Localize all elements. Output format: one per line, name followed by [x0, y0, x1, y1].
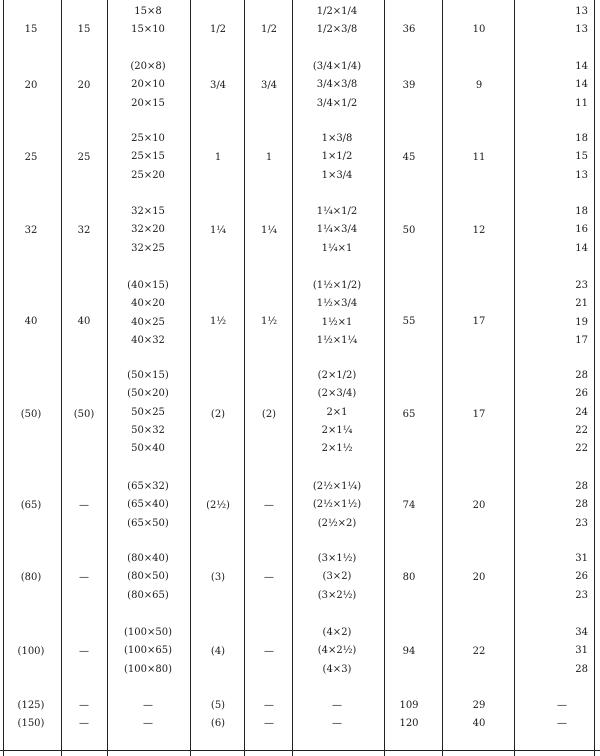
reducer-size-mm: 50×25 [131, 406, 165, 418]
reducer-size-in: (4×3) [322, 663, 352, 675]
nominal-size-mm-alt: 15 [77, 24, 91, 35]
column-rule [384, 0, 385, 756]
dimension-value: 21 [575, 298, 588, 310]
reducer-size-in: 2×1½ [321, 443, 353, 455]
nominal-size-in-alt: — [264, 700, 274, 711]
reducer-size-in: 1×3/4 [321, 169, 353, 181]
dimension-value: 23 [575, 517, 588, 529]
reducer-size-in: (2½×1¼) [312, 481, 362, 492]
column-rule [190, 0, 191, 756]
nominal-size-in-alt: 1 [265, 152, 273, 163]
dimension-value: 11 [472, 152, 486, 163]
reducer-size-mm: 25×10 [131, 133, 165, 144]
nominal-size-in: 1½ [209, 316, 227, 327]
nominal-size-mm: (50) [20, 409, 42, 420]
reducer-size-mm: 15×10 [131, 24, 165, 36]
nominal-size-mm-alt: 20 [77, 80, 91, 91]
reducer-size-in: 1/2×3/8 [316, 24, 358, 36]
dimension-value: 28 [575, 481, 588, 492]
reducer-size-mm: (100×50) [124, 627, 172, 638]
dimension-value: 31 [575, 553, 588, 564]
dimension-value: 17 [472, 316, 486, 327]
reducer-size-mm: (80×65) [127, 589, 169, 601]
dimension-value: 50 [402, 225, 416, 236]
reducer-size-mm: (80×40) [127, 553, 169, 564]
reducer-size-in: — [332, 718, 342, 729]
nominal-size-mm: (125) [17, 700, 45, 711]
reducer-size-mm: 40×25 [131, 316, 165, 328]
reducer-size-in: 1×1/2 [321, 151, 353, 163]
reducer-size-in: 1¼×1/2 [316, 206, 358, 217]
dimension-value: 55 [402, 316, 416, 327]
reducer-size-in: 1½×3/4 [316, 298, 358, 310]
reducer-size-mm: (80×50) [127, 571, 169, 583]
reducer-size-in: (3×1½) [317, 553, 357, 564]
dimension-value: 109 [399, 700, 419, 711]
reducer-size-mm: 20×10 [131, 79, 165, 91]
dimension-value: 16 [575, 224, 588, 236]
nominal-size-in: (2½) [206, 500, 230, 511]
reducer-size-mm: (100×80) [124, 663, 172, 675]
reducer-size-mm: 25×20 [131, 169, 165, 181]
reducer-size-in: (3×2½) [317, 589, 357, 601]
nominal-size-mm: (65) [20, 500, 42, 511]
nominal-size-mm: 32 [24, 225, 38, 236]
dimension-value: 120 [399, 718, 419, 729]
dimension-value: 22 [472, 646, 486, 657]
dimension-value: 12 [472, 225, 486, 236]
reducer-size-in: 3/4×3/8 [316, 79, 358, 91]
dimension-value: 24 [575, 406, 588, 418]
reducer-size-mm: (65×40) [127, 499, 169, 511]
nominal-size-mm: (100) [17, 646, 45, 657]
dimension-value: 9 [475, 80, 483, 91]
nominal-size-mm-alt: — [79, 500, 89, 511]
dimension-value: 18 [575, 133, 588, 144]
reducer-size-in: 1½×1 [321, 316, 353, 328]
dimension-value: 22 [575, 443, 588, 455]
reducer-size-mm: (100×65) [124, 645, 172, 657]
dimension-value: 80 [402, 572, 416, 583]
reducer-size-mm: 25×15 [131, 151, 165, 163]
nominal-size-mm: 15 [24, 24, 38, 35]
reducer-size-in: (3×2) [322, 571, 352, 583]
reducer-size-mm: 40×20 [131, 298, 165, 310]
dimension-value: 13 [575, 6, 588, 17]
dimension-value: 45 [402, 152, 416, 163]
dimension-value: 18 [575, 206, 588, 217]
dimension-value: 22 [575, 424, 588, 436]
reducer-size-mm: — [143, 700, 153, 711]
column-rule [442, 0, 443, 756]
nominal-size-in-alt: (2) [261, 409, 277, 420]
dimension-value: — [557, 700, 567, 711]
dimension-value: 40 [472, 718, 486, 729]
column-rule [292, 0, 293, 756]
nominal-size-in-alt: 1¼ [260, 225, 278, 236]
dimension-value: 14 [575, 61, 588, 72]
nominal-size-mm-alt: — [79, 646, 89, 657]
reducer-size-mm: 40×32 [131, 334, 165, 346]
nominal-size-in-alt: 3/4 [260, 80, 278, 91]
reducer-size-in: 1×3/8 [321, 133, 353, 144]
dimension-value: 15 [575, 151, 588, 163]
reducer-size-in: 1½×1¼ [316, 334, 358, 346]
reducer-size-mm: — [143, 718, 153, 729]
reducer-size-in: (1½×1/2) [312, 280, 362, 291]
nominal-size-in-alt: — [264, 646, 274, 657]
reducer-size-in: (3/4×1/4) [312, 61, 362, 72]
nominal-size-in-alt: 1½ [260, 316, 278, 327]
dimension-value: 94 [402, 646, 416, 657]
dimension-value: 65 [402, 409, 416, 420]
nominal-size-in: (3) [210, 572, 226, 583]
dimension-value: 20 [472, 500, 486, 511]
dimension-value: 26 [575, 388, 588, 400]
nominal-size-mm-alt: 25 [77, 152, 91, 163]
reducer-size-mm: 32×15 [131, 206, 165, 217]
nominal-size-mm: (150) [17, 718, 45, 729]
dimension-value: 28 [575, 663, 588, 675]
nominal-size-in-alt: — [264, 500, 274, 511]
nominal-size-in-alt: — [264, 718, 274, 729]
nominal-size-mm: 25 [24, 152, 38, 163]
nominal-size-mm: 20 [24, 80, 38, 91]
nominal-size-in-alt: 1/2 [260, 24, 278, 35]
nominal-size-mm-alt: — [79, 718, 89, 729]
nominal-size-mm-alt: 40 [77, 316, 91, 327]
nominal-size-in: (4) [210, 646, 226, 657]
nominal-size-mm-alt: (50) [73, 409, 95, 420]
column-rule [244, 0, 245, 756]
reducer-size-mm: (50×15) [127, 370, 169, 381]
reducer-size-in: (2½×2) [317, 517, 357, 529]
reducer-size-mm: (50×20) [127, 388, 169, 400]
column-rule [514, 0, 515, 756]
nominal-size-in-alt: — [264, 572, 274, 583]
dimension-value: — [557, 718, 567, 729]
column-rule [107, 0, 108, 756]
column-rule [61, 0, 62, 756]
dimension-value: 28 [575, 370, 588, 381]
reducer-size-mm: (65×32) [127, 481, 169, 492]
nominal-size-in: (2) [210, 409, 226, 420]
reducer-size-mm: 32×25 [131, 242, 165, 254]
dimension-value: 39 [402, 80, 416, 91]
nominal-size-mm-alt: — [79, 700, 89, 711]
nominal-size-mm: 40 [24, 316, 38, 327]
reducer-size-mm: 20×15 [131, 97, 165, 109]
nominal-size-in: 1/2 [209, 24, 227, 35]
dimension-value: 23 [575, 280, 588, 291]
dimension-value: 14 [575, 242, 588, 254]
reducer-size-in: 3/4×1/2 [316, 97, 358, 109]
dimension-value: 36 [402, 24, 416, 35]
dimension-value: 13 [575, 24, 588, 36]
dimension-value: 19 [575, 316, 588, 328]
reducer-size-in: 1/2×1/4 [316, 6, 358, 17]
nominal-size-mm: (80) [20, 572, 42, 583]
dimension-value: 13 [575, 169, 588, 181]
reducer-size-in: (4×2½) [317, 645, 357, 657]
reducer-size-in: — [332, 700, 342, 711]
reducer-size-in: (4×2) [322, 627, 352, 638]
nominal-size-mm-alt: 32 [77, 225, 91, 236]
reducer-size-mm: 50×40 [131, 443, 165, 455]
reducer-size-mm: (40×15) [127, 280, 169, 291]
nominal-size-in: (5) [210, 700, 226, 711]
reducer-size-in: 2×1¼ [321, 424, 353, 436]
reducer-size-in: 2×1 [326, 406, 348, 418]
reducer-size-mm: (20×8) [130, 61, 166, 72]
nominal-size-in: 1¼ [209, 225, 227, 236]
reducer-size-mm: (65×50) [127, 517, 169, 529]
nominal-size-mm-alt: — [79, 572, 89, 583]
nominal-size-in: 1 [214, 152, 222, 163]
column-rule [3, 0, 4, 756]
reducer-size-in: 1¼×1 [321, 242, 353, 254]
reducer-size-in: 1¼×3/4 [316, 224, 358, 236]
dimension-value: 23 [575, 589, 588, 601]
reducer-size-in: (2×3/4) [317, 388, 357, 400]
reducer-size-mm: 15×8 [134, 6, 162, 17]
table-bottom-rule [0, 750, 600, 751]
reducer-size-mm: 50×32 [131, 424, 165, 436]
dimension-value: 11 [575, 97, 588, 109]
dimension-value: 34 [575, 627, 588, 638]
dimension-value: 20 [472, 572, 486, 583]
dimension-value: 10 [472, 24, 486, 35]
dimension-value: 17 [472, 409, 486, 420]
nominal-size-in: 3/4 [209, 80, 227, 91]
reducer-size-in: (2×1/2) [317, 370, 357, 381]
nominal-size-in: (6) [210, 718, 226, 729]
dimension-value: 31 [575, 645, 588, 657]
dimension-value: 28 [575, 499, 588, 511]
dimension-value: 17 [575, 334, 588, 346]
reducer-size-mm: 32×20 [131, 224, 165, 236]
dimension-value: 26 [575, 571, 588, 583]
column-rule [594, 0, 595, 756]
dimension-value: 14 [575, 79, 588, 91]
dimension-value: 29 [472, 700, 486, 711]
dimension-value: 74 [402, 500, 416, 511]
reducer-size-in: (2½×1½) [312, 499, 362, 511]
